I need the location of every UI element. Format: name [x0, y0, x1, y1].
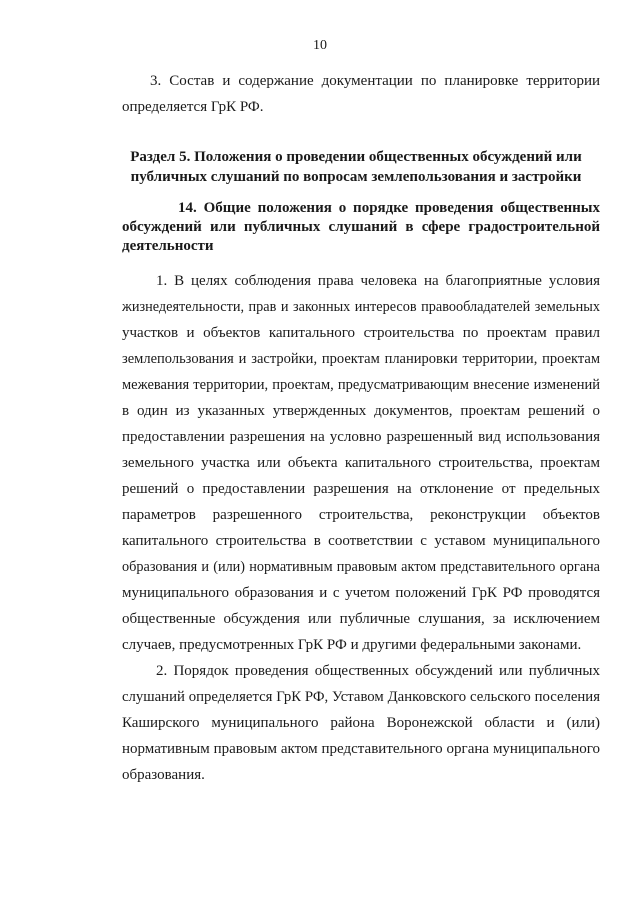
text-line: земельного участка или объекта капитального строительства, проектам	[122, 455, 600, 471]
item-3-paragraph	[122, 68, 600, 120]
text-line: общественные обсуждения или публичные слушания, за исключением	[122, 611, 600, 627]
text-line: Каширского муниципального района Воронежской области и (или)	[122, 715, 600, 731]
text-line: образования.	[122, 767, 205, 783]
text-line: образования и (или) нормативным правовым актом представительного органа	[122, 559, 600, 575]
heading-line: деятельности	[122, 238, 214, 254]
section-5-heading	[112, 147, 600, 187]
text-line: нормативным правовым актом представительного органа муниципального	[122, 741, 600, 757]
text-line: определяется ГрК РФ.	[122, 99, 264, 115]
text-line: 2. Порядок проведения общественных обсуждений или публичных	[156, 663, 600, 679]
text-line: решений о предоставлении разрешения на отклонение от предельных	[122, 481, 600, 497]
paragraph-2	[122, 658, 600, 788]
text-line: предоставлении разрешения на условно разрешенный вид использования	[122, 429, 600, 445]
paragraph-1	[122, 268, 600, 658]
page-number: 10	[313, 38, 327, 53]
text-line: слушаний определяется ГрК РФ, Уставом Данковского сельского поселения	[122, 689, 600, 705]
heading-line: публичных слушаний по вопросам землепользования и застройки	[130, 169, 582, 185]
text-line: случаев, предусмотренных ГрК РФ и другими федеральными законами.	[122, 637, 582, 653]
text-line: капитального строительства в соответствии с уставом муниципального	[122, 533, 600, 549]
text-line: землепользования и застройки, проектам планировки территории, проектам	[122, 351, 600, 367]
text-line: жизнедеятельности, прав и законных интересов правообладателей земельных	[122, 299, 600, 315]
text-line: в один из указанных утвержденных документов, проектам решений о	[122, 403, 600, 419]
text-line: параметров разрешенного строительства, реконструкции объектов	[122, 507, 600, 523]
heading-line: Раздел 5. Положения о проведении общественных обсуждений или	[130, 149, 582, 165]
article-14-heading	[122, 199, 600, 256]
text-line: муниципального образования и с учетом положений ГрК РФ проводятся	[122, 585, 600, 601]
heading-line: обсуждений или публичных слушаний в сфере градостроительной	[122, 219, 600, 235]
text-line: 3. Состав и содержание документации по планировке территории	[150, 73, 600, 89]
text-line: участков и объектов капитального строительства по проектам правил	[122, 325, 600, 341]
text-line: 1. В целях соблюдения права человека на благоприятные условия	[156, 273, 600, 289]
heading-line: 14. Общие положения о порядке проведения общественных	[178, 200, 600, 216]
text-line: межевания территории, проектам, предусматривающим внесение изменений	[122, 377, 600, 393]
